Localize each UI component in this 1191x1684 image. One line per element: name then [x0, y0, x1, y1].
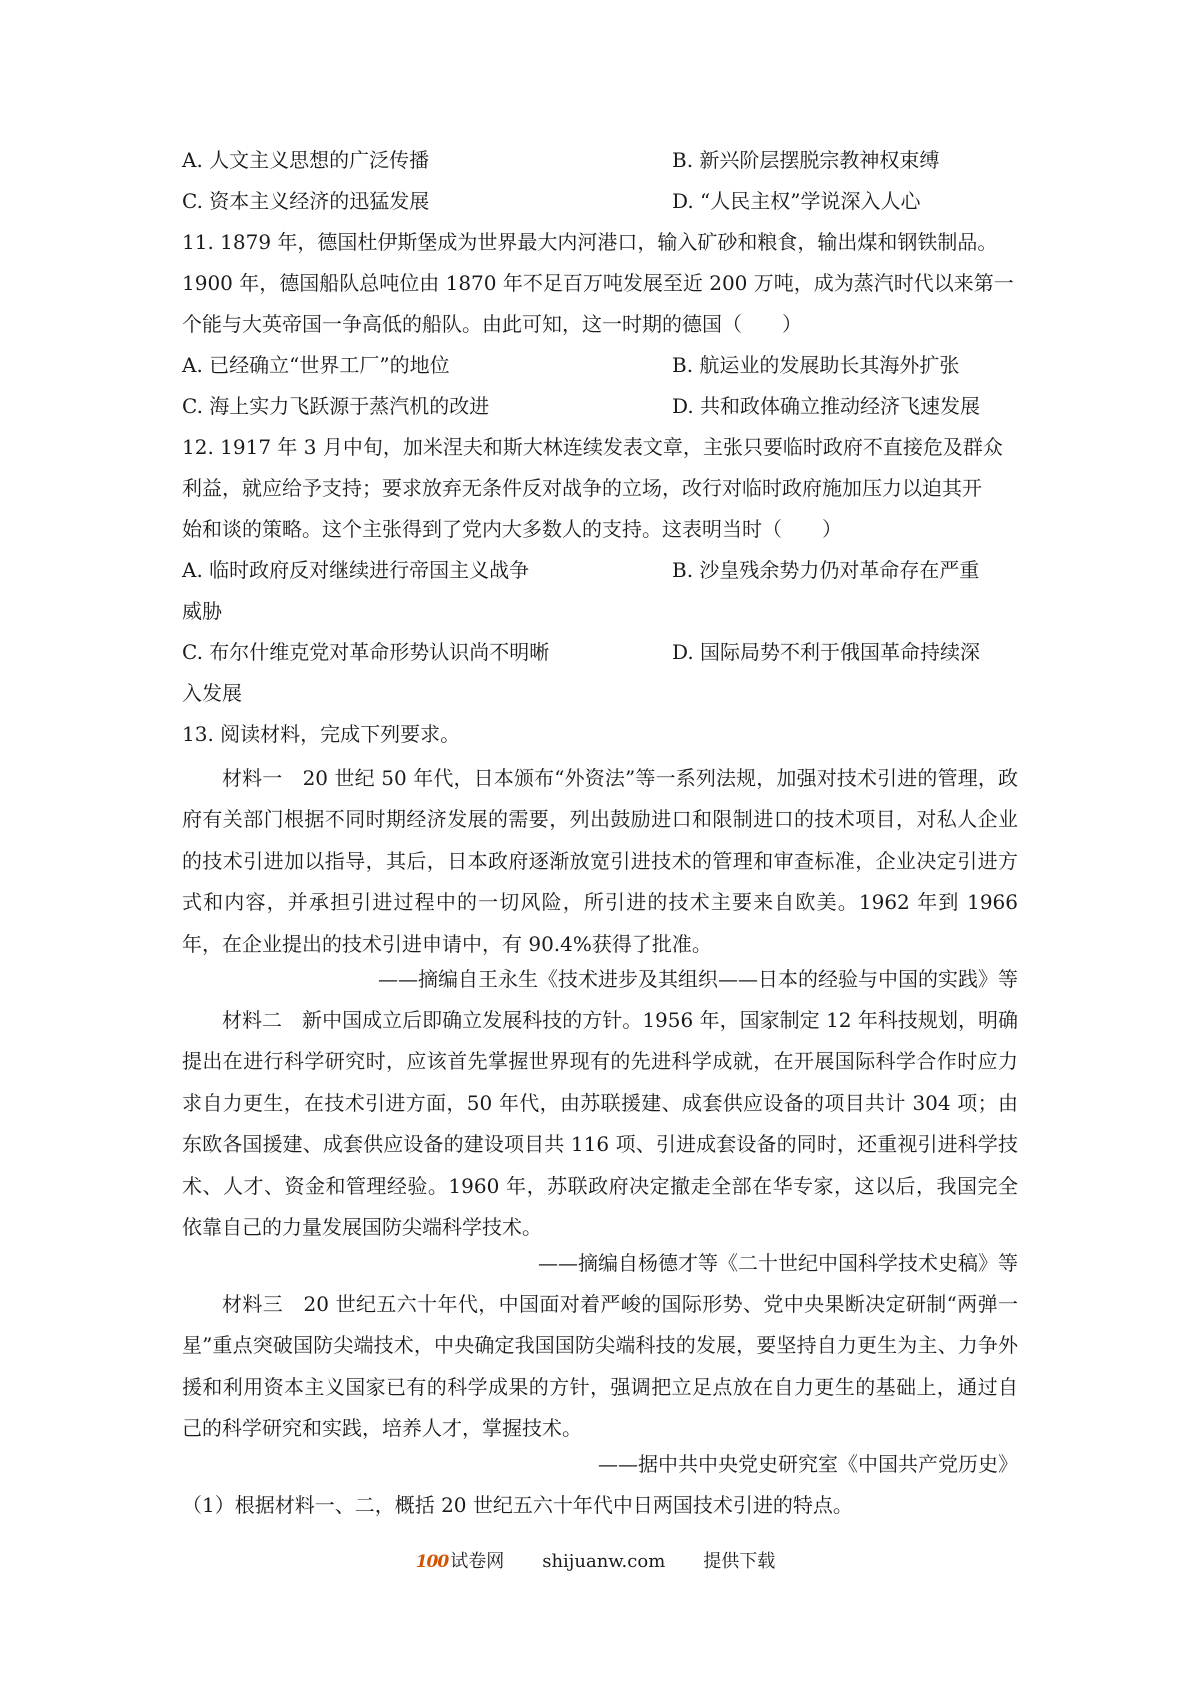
download-note: 提供下载 [703, 1551, 776, 1572]
q11-stem-line-2: 1900 年，德国船队总吨位由 1870 年不足百万吨发展至近 200 万吨，成为蒸汽时代以来第一 [182, 271, 1014, 295]
q12-option-d: D. 国际局势不利于俄国革命持续深 [672, 640, 981, 664]
site-logo: 100 [415, 1552, 449, 1572]
q10-option-d: D. “人民主权”学说深入人心 [672, 189, 921, 213]
q12-option-c: C. 布尔什维克党对革命形势认识尚不明晰 [182, 640, 550, 664]
q12-stem-line-2: 利益，就应给予支持；要求放弃无条件反对战争的立场，改行对临时政府施加压力以迫其开 [182, 476, 982, 500]
q13-material-3-source: ——据中共中央党史研究室《中国共产党历史》 [598, 1452, 1018, 1476]
q12-option-d-continued: 入发展 [182, 681, 242, 705]
q10-option-a: A. 人文主义思想的广泛传播 [182, 148, 430, 172]
q13-material-1-source: ——摘编自王永生《技术进步及其组织——日本的经验与中国的实践》等 [378, 967, 1018, 991]
q13-material-2: 材料二 新中国成立后即确立发展科技的方针。1956 年，国家制定 12 年科技规划，明确提出在进行科学研究时，应该首先掌握世界现有的先进科学成就，在开展国际科学合作时应力求自力更生，在技术引进方面，50 年代，由苏联援建、成套供应设备的项目共计 304 项；由东欧各国援建、成套供应设备的建设项目共 116 项、引进成套设备的同时，还重视引进科学技术、人才、资金和管理经验。1960 年，苏联政府决定撤走全部在华专家，这以后，我国完全依靠自己的力量发展国防尖端科学技术。 [182, 1008, 1018, 1240]
site-name: 试卷网 [450, 1551, 505, 1572]
q12-stem-line-3: 始和谈的策略。这个主张得到了党内大多数人的支持。这表明当时（ ） [182, 517, 842, 541]
q11-stem-line-3: 个能与大英帝国一争高低的船队。由此可知，这一时期的德国（ ） [182, 312, 802, 336]
q13-material-1: 材料一 20 世纪 50 年代，日本颁布“外资法”等一系列法规，加强对技术引进的管理，政府有关部门根据不同时期经济发展的需要，列出鼓励进口和限制进口的技术项目，对私人企业的技术引进加以指导，其后，日本政府逐渐放宽引进技术的管理和审查标准，企业决定引进方式和内容，并承担引进过程中的一切风险，所引进的技术主要来自欧美。1962 年到 1966 年，在企业提出的技术引进申请中，有 90.4%获得了批准。 [182, 766, 1018, 956]
q12-stem-line-1: 12. 1917 年 3 月中旬，加米涅夫和斯大林连续发表文章，主张只要临时政府不直接危及群众 [182, 435, 1003, 459]
q11-option-d: D. 共和政体确立推动经济飞速发展 [672, 394, 981, 418]
q11-stem-line-1: 11. 1879 年，德国杜伊斯堡成为世界最大内河港口，输入矿砂和粮食，输出煤和钢铁制品。 [182, 230, 998, 254]
q10-option-c: C. 资本主义经济的迅猛发展 [182, 189, 430, 213]
q12-option-b: B. 沙皇残余势力仍对革命存在严重 [672, 558, 980, 582]
q11-option-b: B. 航运业的发展助长其海外扩张 [672, 353, 960, 377]
site-domain: shijuanw.com [542, 1551, 666, 1572]
q12-option-b-continued: 威胁 [182, 599, 222, 623]
q13-material-2-source: ——摘编自杨德才等《二十世纪中国科学技术史稿》等 [538, 1251, 1018, 1275]
q10-option-b: B. 新兴阶层摆脱宗教神权束缚 [672, 148, 940, 172]
page-footer [0, 1549, 1191, 1575]
q13-stem: 13. 阅读材料，完成下列要求。 [182, 722, 461, 746]
q13-material-3: 材料三 20 世纪五六十年代，中国面对着严峻的国际形势、党中央果断决定研制“两弹一星”重点突破国防尖端技术，中央确定我国国防尖端科技的发展，要坚持自力更生为主、力争外援和利用资本主义国家已有的科学成果的方针，强调把立足点放在自力更生的基础上，通过自己的科学研究和实践，培养人才，掌握技术。 [182, 1292, 1018, 1441]
q13-sub-question-1: （1）根据材料一、二，概括 20 世纪五六十年代中日两国技术引进的特点。 [182, 1493, 853, 1517]
q11-option-a: A. 已经确立“世界工厂”的地位 [182, 353, 450, 377]
q12-option-a: A. 临时政府反对继续进行帝国主义战争 [182, 558, 530, 582]
q11-option-c: C. 海上实力飞跃源于蒸汽机的改进 [182, 394, 490, 418]
